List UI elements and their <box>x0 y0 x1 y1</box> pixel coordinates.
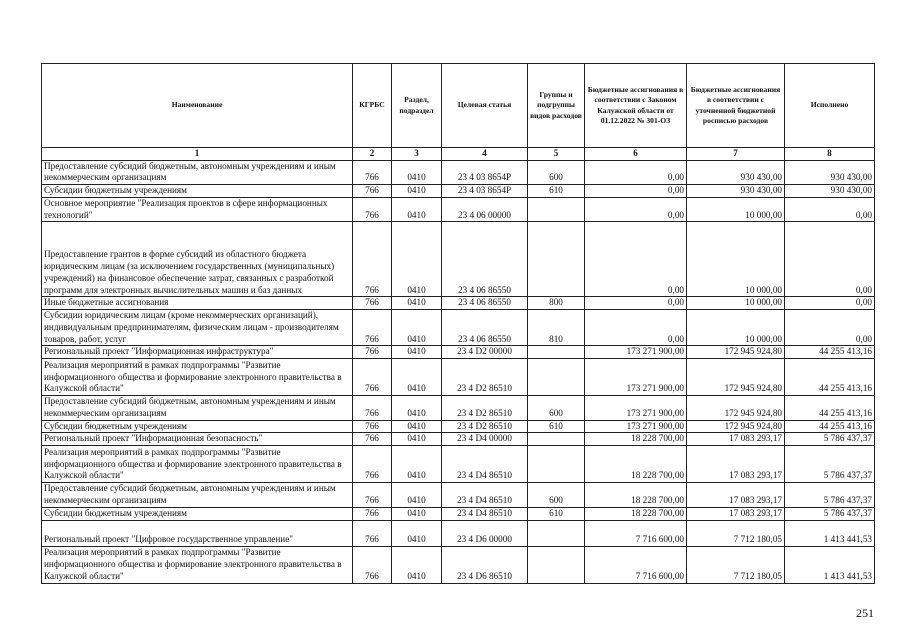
row-law-amount: 0,00 <box>585 160 687 185</box>
header-target: Целевая статья <box>442 64 528 148</box>
row-section: 0410 <box>392 310 442 346</box>
row-target: 23 4 06 86550 <box>442 222 528 297</box>
row-name: Субсидии бюджетным учреждениям <box>42 507 353 520</box>
row-target: 23 4 D4 86510 <box>442 446 528 483</box>
header-executed: Исполнено <box>785 64 875 148</box>
row-group <box>528 222 585 297</box>
row-group: 810 <box>528 310 585 346</box>
row-law-amount: 0,00 <box>585 222 687 297</box>
row-section: 0410 <box>392 185 442 198</box>
row-law-amount: 18 228 700,00 <box>585 433 687 446</box>
header-refined: Бюджетные ассигнования в соответствии с уточненной бюджетной росписью расходов <box>687 64 785 148</box>
row-kgrbs: 766 <box>353 185 392 198</box>
row-section: 0410 <box>392 483 442 508</box>
row-section: 0410 <box>392 197 442 222</box>
header-law: Бюджетные ассигнования в соответствии с Законом Калужской области от 01.12.2022 № 301-ОЗ <box>585 64 687 148</box>
row-refined-amount: 930 430,00 <box>687 185 785 198</box>
row-law-amount: 0,00 <box>585 310 687 346</box>
row-refined-amount: 17 083 293,17 <box>687 446 785 483</box>
column-number-row <box>42 148 875 161</box>
row-target: 23 4 03 8654P <box>442 185 528 198</box>
table-row <box>42 520 875 546</box>
column-number: 5 <box>528 148 585 161</box>
row-section: 0410 <box>392 446 442 483</box>
column-number: 2 <box>353 148 392 161</box>
row-refined-amount: 10 000,00 <box>687 197 785 222</box>
row-target: 23 4 D2 86510 <box>442 359 528 396</box>
row-group <box>528 446 585 483</box>
row-group <box>528 197 585 222</box>
row-target: 23 4 D6 86510 <box>442 546 528 583</box>
row-group: 610 <box>528 185 585 198</box>
table-row <box>42 446 875 483</box>
row-kgrbs: 766 <box>353 433 392 446</box>
row-name: Иные бюджетные ассигнования <box>42 297 353 310</box>
table-row <box>42 185 875 198</box>
row-target: 23 4 D2 00000 <box>442 346 528 359</box>
header-row <box>42 64 875 148</box>
column-number: 7 <box>687 148 785 161</box>
row-section: 0410 <box>392 160 442 185</box>
row-law-amount: 0,00 <box>585 197 687 222</box>
row-executed-amount: 44 255 413,16 <box>785 420 875 433</box>
row-section: 0410 <box>392 420 442 433</box>
row-kgrbs: 766 <box>353 222 392 297</box>
row-refined-amount: 172 945 924,80 <box>687 346 785 359</box>
column-number: 4 <box>442 148 528 161</box>
row-law-amount: 173 271 900,00 <box>585 396 687 421</box>
row-name: Региональный проект "Информационная инфраструктура" <box>42 346 353 359</box>
row-executed-amount: 5 786 437,37 <box>785 433 875 446</box>
row-group: 610 <box>528 420 585 433</box>
column-number: 1 <box>42 148 353 161</box>
row-target: 23 4 03 8654P <box>442 160 528 185</box>
row-refined-amount: 10 000,00 <box>687 310 785 346</box>
header-groups: Группы и подгруппы видов расходов <box>528 64 585 148</box>
row-group: 600 <box>528 160 585 185</box>
row-executed-amount: 5 786 437,37 <box>785 483 875 508</box>
row-kgrbs: 766 <box>353 160 392 185</box>
row-section: 0410 <box>392 297 442 310</box>
row-kgrbs: 766 <box>353 546 392 583</box>
row-kgrbs: 766 <box>353 197 392 222</box>
row-kgrbs: 766 <box>353 396 392 421</box>
column-number: 6 <box>585 148 687 161</box>
row-refined-amount: 172 945 924,80 <box>687 420 785 433</box>
row-executed-amount: 0,00 <box>785 297 875 310</box>
table-row <box>42 433 875 446</box>
row-group <box>528 433 585 446</box>
row-group <box>528 546 585 583</box>
row-target: 23 4 D4 86510 <box>442 507 528 520</box>
row-target: 23 4 D4 00000 <box>442 433 528 446</box>
row-law-amount: 173 271 900,00 <box>585 359 687 396</box>
row-executed-amount: 44 255 413,16 <box>785 359 875 396</box>
table-row <box>42 160 875 185</box>
table-row <box>42 420 875 433</box>
row-name: Реализация мероприятий в рамках подпрограммы "Развитие информационного общества и формирование электронного правительства в Калужской области" <box>42 446 353 483</box>
table-row <box>42 396 875 421</box>
table-row <box>42 222 875 297</box>
row-name: Субсидии бюджетным учреждениям <box>42 420 353 433</box>
budget-execution-table <box>41 63 875 584</box>
row-executed-amount: 0,00 <box>785 222 875 297</box>
row-name: Реализация мероприятий в рамках подпрограммы "Развитие информационного общества и формирование электронного правительства в Калужской области" <box>42 359 353 396</box>
row-group <box>528 346 585 359</box>
row-refined-amount: 7 712 180,05 <box>687 520 785 546</box>
row-kgrbs: 766 <box>353 310 392 346</box>
row-refined-amount: 10 000,00 <box>687 297 785 310</box>
row-executed-amount: 1 413 441,53 <box>785 520 875 546</box>
row-group: 600 <box>528 396 585 421</box>
row-name: Реализация мероприятий в рамках подпрограммы "Развитие информационного общества и формирование электронного правительства в Калужской области" <box>42 546 353 583</box>
row-target: 23 4 06 00000 <box>442 197 528 222</box>
row-refined-amount: 17 083 293,17 <box>687 433 785 446</box>
table-row <box>42 483 875 508</box>
row-target: 23 4 D4 86510 <box>442 483 528 508</box>
row-law-amount: 0,00 <box>585 185 687 198</box>
table-row <box>42 546 875 583</box>
row-kgrbs: 766 <box>353 507 392 520</box>
row-refined-amount: 930 430,00 <box>687 160 785 185</box>
row-group <box>528 520 585 546</box>
row-executed-amount: 0,00 <box>785 310 875 346</box>
row-kgrbs: 766 <box>353 420 392 433</box>
row-executed-amount: 930 430,00 <box>785 185 875 198</box>
table-row <box>42 359 875 396</box>
row-law-amount: 173 271 900,00 <box>585 346 687 359</box>
row-name: Основное мероприятие "Реализация проектов в сфере информационных технологий" <box>42 197 353 222</box>
row-law-amount: 18 228 700,00 <box>585 483 687 508</box>
table-row <box>42 197 875 222</box>
row-executed-amount: 44 255 413,16 <box>785 346 875 359</box>
row-executed-amount: 5 786 437,37 <box>785 507 875 520</box>
row-target: 23 4 06 86550 <box>442 310 528 346</box>
row-refined-amount: 7 712 180,05 <box>687 546 785 583</box>
row-law-amount: 18 228 700,00 <box>585 446 687 483</box>
row-section: 0410 <box>392 433 442 446</box>
row-kgrbs: 766 <box>353 446 392 483</box>
row-name: Предоставление субсидий бюджетным, автономным учреждениям и иным некоммерческим организациям <box>42 396 353 421</box>
row-target: 23 4 D2 86510 <box>442 420 528 433</box>
row-law-amount: 7 716 600,00 <box>585 546 687 583</box>
column-number: 8 <box>785 148 875 161</box>
row-kgrbs: 766 <box>353 346 392 359</box>
page-number: 251 <box>856 606 874 620</box>
row-refined-amount: 172 945 924,80 <box>687 396 785 421</box>
row-group: 600 <box>528 483 585 508</box>
row-name: Предоставление субсидий бюджетным, автономным учреждениям и иным некоммерческим организациям <box>42 483 353 508</box>
row-kgrbs: 766 <box>353 297 392 310</box>
table-row <box>42 310 875 346</box>
row-section: 0410 <box>392 546 442 583</box>
row-section: 0410 <box>392 346 442 359</box>
row-target: 23 4 D2 86510 <box>442 396 528 421</box>
row-section: 0410 <box>392 359 442 396</box>
row-group: 800 <box>528 297 585 310</box>
row-law-amount: 173 271 900,00 <box>585 420 687 433</box>
column-number: 3 <box>392 148 442 161</box>
row-name: Региональный проект "Цифровое государственное управление" <box>42 520 353 546</box>
row-kgrbs: 766 <box>353 359 392 396</box>
header-name: Наименование <box>42 64 353 148</box>
row-name: Предоставление грантов в форме субсидий из областного бюджета юридическим лицам (за исключением государственных (муниципальных) учреждений) на финансовое обеспечение затрат, связанных с разработкой программ для электронных вычислительных машин и баз данных <box>42 222 353 297</box>
row-section: 0410 <box>392 507 442 520</box>
table-row <box>42 297 875 310</box>
row-refined-amount: 10 000,00 <box>687 222 785 297</box>
row-kgrbs: 766 <box>353 520 392 546</box>
row-refined-amount: 17 083 293,17 <box>687 483 785 508</box>
row-executed-amount: 930 430,00 <box>785 160 875 185</box>
row-executed-amount: 1 413 441,53 <box>785 546 875 583</box>
row-section: 0410 <box>392 520 442 546</box>
row-law-amount: 7 716 600,00 <box>585 520 687 546</box>
row-name: Региональный проект "Информационная безопасность" <box>42 433 353 446</box>
row-name: Субсидии юридическим лицам (кроме некоммерческих организаций), индивидуальным предпринимателям, физическим лицам - производителям товаров, работ, услуг <box>42 310 353 346</box>
row-refined-amount: 172 945 924,80 <box>687 359 785 396</box>
row-refined-amount: 17 083 293,17 <box>687 507 785 520</box>
row-group: 610 <box>528 507 585 520</box>
row-law-amount: 18 228 700,00 <box>585 507 687 520</box>
row-kgrbs: 766 <box>353 483 392 508</box>
row-executed-amount: 5 786 437,37 <box>785 446 875 483</box>
row-name: Субсидии бюджетным учреждениям <box>42 185 353 198</box>
row-executed-amount: 0,00 <box>785 197 875 222</box>
row-law-amount: 0,00 <box>585 297 687 310</box>
row-name: Предоставление субсидий бюджетным, автономным учреждениям и иным некоммерческим организациям <box>42 160 353 185</box>
table-row <box>42 507 875 520</box>
row-executed-amount: 44 255 413,16 <box>785 396 875 421</box>
header-kgrbs: КГРБС <box>353 64 392 148</box>
row-target: 23 4 D6 00000 <box>442 520 528 546</box>
header-section: Раздел, подраздел <box>392 64 442 148</box>
table-row <box>42 346 875 359</box>
row-section: 0410 <box>392 222 442 297</box>
row-group <box>528 359 585 396</box>
row-target: 23 4 06 86550 <box>442 297 528 310</box>
row-section: 0410 <box>392 396 442 421</box>
